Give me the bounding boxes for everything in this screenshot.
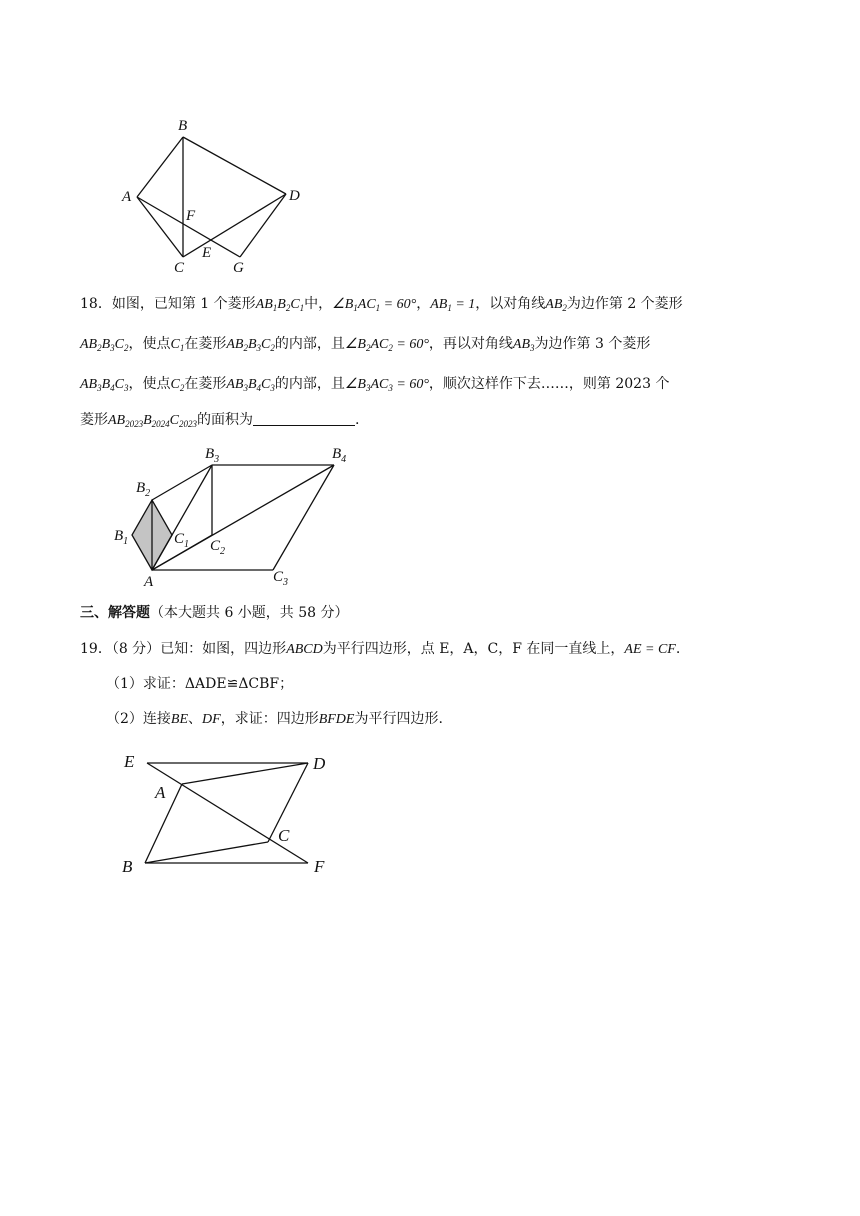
- figure-quadrilateral-abcd: [110, 110, 320, 280]
- answer-blank[interactable]: [253, 411, 355, 426]
- figure-rhombus-sequence: [110, 440, 370, 595]
- svg-text:B2: $B_2$: [136, 480, 151, 499]
- q18-line-3: $AB_3B_4C_3$，使点$C_2$在菱形$AB_3B_4C_3$的内部，且$\angle B_3AC_3 = 60^\circ$，顺次这样作下去……，则第 2023 个: [80, 376, 670, 393]
- point-label-d: D: [313, 754, 326, 773]
- point-label-b: B: [178, 118, 188, 134]
- point-label-b: B: [122, 857, 133, 876]
- svg-text:B4: $B_4$: [332, 446, 347, 465]
- point-label-f: F: [186, 208, 196, 224]
- point-label-a: A: [155, 783, 166, 802]
- question-number: 18．: [80, 296, 112, 312]
- point-label-a: A: [144, 574, 154, 590]
- q18-line-2: $AB_2B_3C_2$，使点$C_1$在菱形$AB_2B_3C_2$的内部，且$\angle B_2AC_2 = 60^\circ$，再以对角线$AB_3$为边作第 3 个菱形: [80, 336, 651, 353]
- q19-stem: 19．（8 分）已知：如图，四边形ABCD为平行四边形，点 E，A，C，F 在同一直线上，AE = CF.: [80, 641, 681, 657]
- q18-line-1: 18．如图，已知第 1 个菱形$AB_1B_2C_1$中，$\angle B_1AC_1 = 60^\circ$，$AB_1 = 1$，以对角线$AB_2$为边作第 2 个菱形: [80, 296, 683, 313]
- q18-line-4: 菱形$AB_{2023}B_{2024}C_{2023}$的面积为 .: [80, 412, 360, 429]
- point-label-a: A: [122, 189, 132, 205]
- point-label-e: E: [124, 752, 135, 771]
- point-label-c: C: [278, 826, 290, 845]
- svg-text:B1: $B_1$: [114, 528, 129, 547]
- point-label-f: F: [314, 857, 325, 876]
- point-label-g: G: [233, 260, 244, 276]
- svg-text:C3: $C_3$: [273, 569, 289, 588]
- svg-text:C1: $C_1$: [174, 531, 190, 550]
- section-heading: 三、解答题（本大题共 6 小题，共 58 分）: [80, 605, 349, 621]
- q19-part-2: （2）连接BE、DF，求证：四边形BFDE为平行四边形.: [106, 711, 443, 727]
- svg-text:B3: $B_3$: [205, 446, 220, 465]
- point-label-d: D: [289, 188, 300, 204]
- point-label-c: C: [174, 260, 185, 276]
- figure-parallelogram-abcd: [115, 745, 345, 880]
- svg-text:C2: $C_2$: [210, 538, 226, 557]
- q19-part-1: （1）求证：ΔADE≌ΔCBF；: [106, 676, 294, 692]
- point-label-e: E: [202, 245, 212, 261]
